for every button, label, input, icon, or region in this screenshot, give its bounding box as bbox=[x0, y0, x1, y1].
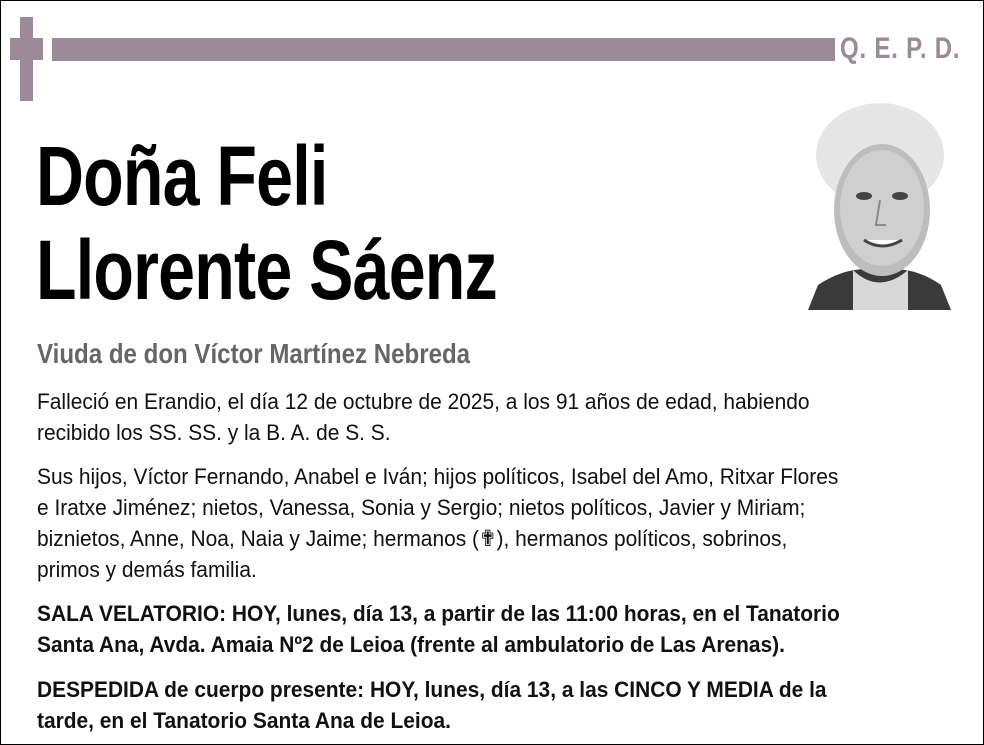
text-line: Santa Ana, Avda. Amaia Nº2 de Leioa (frente al ambulatorio de Las Arenas). bbox=[37, 632, 785, 657]
text-line: tarde, en el Tanatorio Santa Ana de Leioa. bbox=[37, 708, 451, 733]
death-paragraph bbox=[37, 386, 921, 448]
text-line: biznietos, Anne, Noa, Naia y Jaime; hermanos (✟), hermanos políticos, sobrinos, bbox=[37, 526, 788, 551]
deceased-name-line2: Llorente Sáenz bbox=[36, 223, 497, 317]
text-line: e Iratxe Jiménez; nietos, Vanessa, Sonia y Sergio; nietos políticos, Javier y Miriam; bbox=[37, 495, 806, 520]
header-bar bbox=[52, 38, 835, 61]
wake-paragraph bbox=[37, 598, 921, 660]
qepd-label: Q. E. P. D. bbox=[840, 32, 961, 65]
subtitle: Viuda de don Víctor Martínez Nebreda bbox=[37, 338, 471, 369]
text-line: SALA VELATORIO: HOY, lunes, día 13, a partir de las 11:00 horas, en el Tanatorio bbox=[37, 601, 840, 626]
deceased-name-line1: Doña Feli bbox=[36, 129, 328, 223]
text-line: Sus hijos, Víctor Fernando, Anabel e Iván; hijos políticos, Isabel del Amo, Ritxar Flores bbox=[37, 464, 839, 489]
text-line: recibido los SS. SS. y la B. A. de S. S. bbox=[37, 420, 391, 445]
text-line: DESPEDIDA de cuerpo presente: HOY, lunes, día 13, a las CINCO Y MEDIA de la bbox=[37, 677, 827, 702]
farewell-paragraph bbox=[37, 674, 921, 736]
deceased-photo bbox=[808, 100, 951, 310]
cross-icon-arm bbox=[10, 38, 43, 60]
text-line: primos y demás familia. bbox=[37, 557, 257, 582]
text-line: Falleció en Erandio, el día 12 de octubre de 2025, a los 91 años de edad, habiendo bbox=[37, 389, 810, 414]
family-paragraph bbox=[37, 461, 921, 585]
